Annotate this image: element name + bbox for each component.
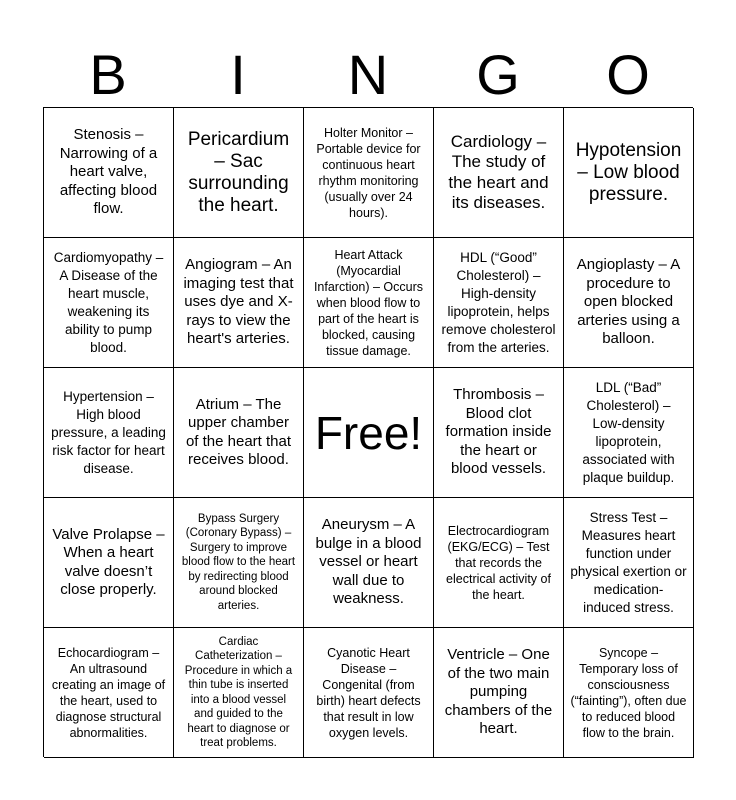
bingo-cell[interactable] [174,368,304,498]
bingo-cell[interactable] [564,628,694,758]
free-space[interactable] [304,368,434,498]
bingo-cell[interactable] [434,498,564,628]
bingo-cell[interactable] [304,498,434,628]
cell-text: Ventricle – One of the two main pumping chambers of the heart. [444,646,553,738]
bingo-cell[interactable] [174,238,304,368]
cell-text: Heart Attack (Myocardial Infarction) – Occurs when blood flow to part of the heart is blocked, causing tissue damage. [313,247,424,358]
cell-text: Syncope – Temporary loss of consciousness (“fainting”), often due to reduced blood flow to the brain. [570,645,687,740]
header-letter-b: B [89,43,127,106]
cell-text: Angioplasty – A procedure to open blocked arteries using a balloon. [576,256,681,348]
free-space-label: Free! [314,406,423,459]
bingo-cell[interactable] [44,368,174,498]
bingo-cell[interactable] [174,498,304,628]
bingo-cell[interactable] [44,238,174,368]
cell-text: Aneurysm – A bulge in a blood vessel or heart wall due to weakness. [315,516,422,608]
bingo-cell[interactable] [304,238,434,368]
cell-text: Cardiology – The study of the heart and its diseases. [448,131,549,212]
cell-text: Thrombosis – Blood clot formation inside the heart or blood vessels. [445,386,552,478]
header-letter-o: O [606,43,650,106]
cell-text: Echocardiogram – An ultrasound creating an image of the heart, used to diagnose structural abnormalities. [51,645,166,740]
bingo-cell[interactable] [564,238,694,368]
cell-text: Stress Test – Measures heart function under physical exertion or medication-induced stress. [570,509,687,615]
bingo-cell[interactable] [564,368,694,498]
cell-text: Angiogram – An imaging test that uses dye and X-rays to view the heart's arteries. [183,256,294,348]
cell-text: Stenosis – Narrowing of a heart valve, affecting blood flow. [59,126,158,218]
bingo-cell[interactable] [44,628,174,758]
bingo-cell[interactable] [304,108,434,238]
cell-text: Hypertension – High blood pressure, a leading risk factor for heart disease. [51,388,166,476]
bingo-cell[interactable] [434,368,564,498]
bingo-header [43,44,693,106]
bingo-cell[interactable] [434,108,564,238]
cell-text: Atrium – The upper chamber of the heart that receives blood. [185,395,292,468]
cell-text: LDL (“Bad” Cholesterol) – Low-density lipoprotein, associated with plaque buildup. [582,379,675,485]
cell-text: Electrocardiogram (EKG/ECG) – Test that records the electrical activity of the heart. [446,523,551,602]
bingo-cell[interactable] [174,108,304,238]
header-letter-i: I [230,43,246,106]
cell-text: Bypass Surgery (Coronary Bypass) – Surgery to improve blood flow to the heart by redirecting blood around blocked arteries. [181,512,296,612]
cell-text: Cardiac Catheterization – Procedure in which a thin tube is inserted into a blood vessel and guided to the heart to diagnose or treat problems. [184,635,293,749]
bingo-cell[interactable] [564,108,694,238]
cell-text: Hypotension – Low blood pressure. [575,139,682,205]
cell-text: Cardiomyopathy – A Disease of the heart muscle, weakening its ability to pump blood. [53,249,164,355]
bingo-cell[interactable] [304,628,434,758]
header-letter-g: G [476,43,520,106]
bingo-cell[interactable] [44,108,174,238]
cell-text: Holter Monitor – Portable device for continuous heart rhythm monitoring (usually over 24 hours). [316,125,421,220]
bingo-cell[interactable] [434,238,564,368]
bingo-cell[interactable] [434,628,564,758]
bingo-cell[interactable] [564,498,694,628]
bingo-cell[interactable] [174,628,304,758]
cell-text: Cyanotic Heart Disease – Congenital (from birth) heart defects that result in low oxygen levels. [316,645,421,740]
header-letter-n: N [347,43,389,106]
cell-text: Pericardium – Sac surrounding the heart. [187,128,290,216]
cell-text: HDL (“Good” Cholesterol) – High-density lipoprotein, helps remove cholesterol from the arteries. [441,249,556,355]
cell-text: Valve Prolapse – When a heart valve doesn’t close properly. [52,525,165,598]
bingo-card-grid [43,107,693,757]
bingo-cell[interactable] [44,498,174,628]
